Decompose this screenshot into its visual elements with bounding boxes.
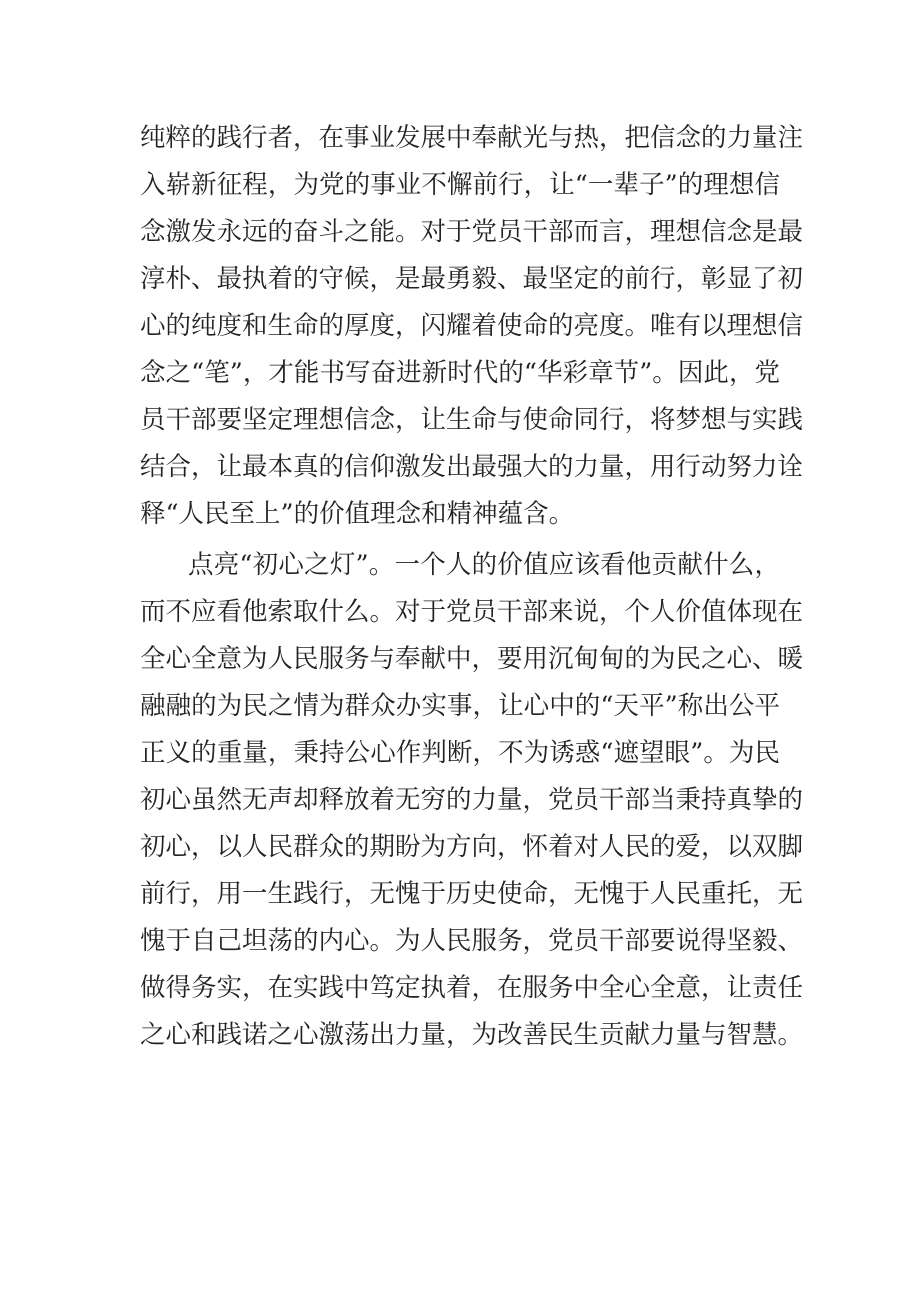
text-line: 初心虽然无声却释放着无穷的力量，党员干部当秉持真挚的 [140, 785, 804, 815]
text-line: 纯粹的践行者，在事业发展中奉献光与热，把信念的力量注 [140, 123, 804, 153]
text-line: 愧于自己坦荡的内心。为人民服务，党员干部要说得坚毅、 [140, 926, 804, 956]
text-line: 点亮“初心之灯”。一个人的价值应该看他贡献什么， [188, 550, 780, 580]
text-line: 员干部要坚定理想信念，让生命与使命同行，将梦想与实践 [140, 405, 804, 435]
text-line: 淳朴、最执着的守候，是最勇毅、最坚定的前行，彰显了初 [140, 264, 804, 294]
text-line: 心的纯度和生命的厚度，闪耀着使命的亮度。唯有以理想信 [140, 311, 804, 341]
text-line: 释“人民至上”的价值理念和精神蕴含。 [140, 499, 575, 529]
text-line: 念激发永远的奋斗之能。对于党员干部而言，理想信念是最 [140, 217, 804, 247]
text-line: 而不应看他索取什么。对于党员干部来说，个人价值体现在 [140, 597, 804, 627]
text-line: 做得务实，在实践中笃定执着，在服务中全心全意，让责任 [140, 973, 804, 1003]
text-line: 融融的为民之情为群众办实事，让心中的“天平”称出公平 [140, 691, 780, 721]
text-line: 正义的重量，秉持公心作判断，不为诱惑“遮望眼”。为民 [140, 738, 780, 768]
text-line: 结合，让最本真的信仰激发出最强大的力量，用行动努力诠 [140, 452, 804, 482]
text-line: 全心全意为人民服务与奉献中，要用沉甸甸的为民之心、暖 [140, 644, 804, 674]
text-line: 之心和践诺之心激荡出力量，为改善民生贡献力量与智慧。 [140, 1020, 804, 1050]
text-line: 念之“笔”，才能书写奋进新时代的“华彩章节”。因此，党 [140, 358, 780, 388]
text-line: 初心，以人民群众的期盼为方向，怀着对人民的爱，以双脚 [140, 832, 804, 862]
text-line: 入崭新征程，为党的事业不懈前行，让“一辈子”的理想信 [140, 170, 780, 200]
text-line: 前行，用一生践行，无愧于历史使命，无愧于人民重托，无 [140, 879, 804, 909]
